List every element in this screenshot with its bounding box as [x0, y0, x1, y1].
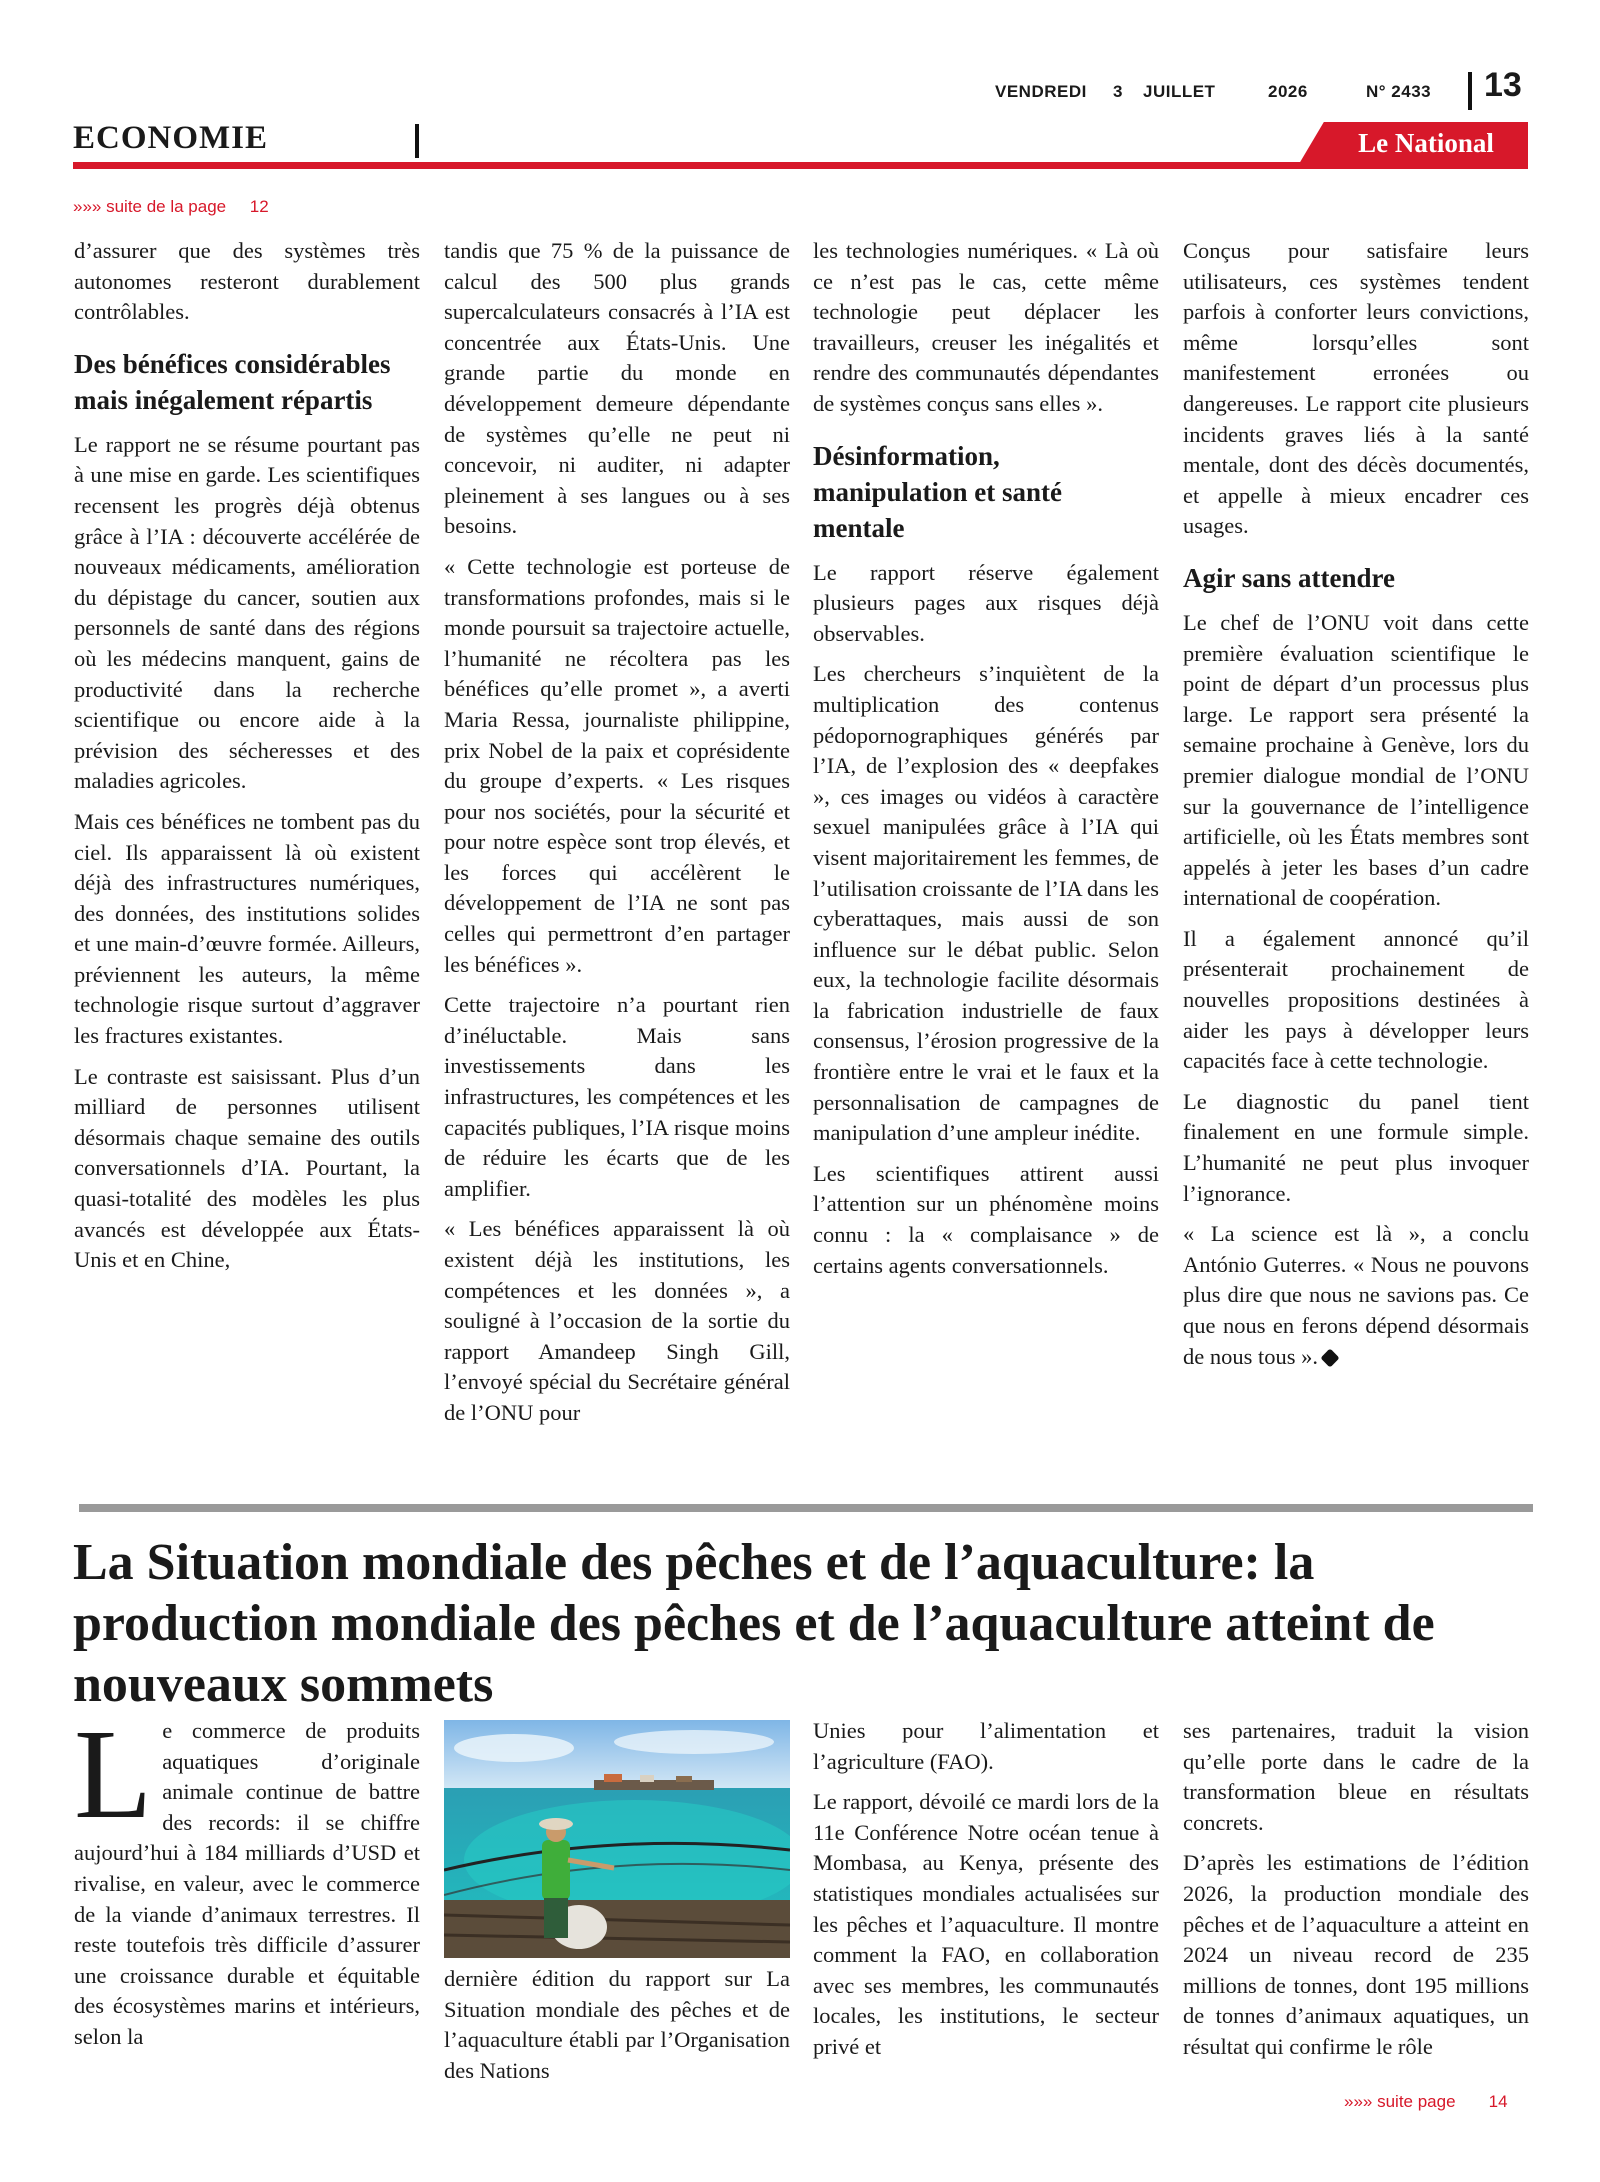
- page-number: 13: [1484, 66, 1522, 104]
- article2-column-2: [444, 1964, 790, 2096]
- paragraph-last: [1183, 1219, 1529, 1372]
- subheading: Des bénéfices considérables mais inégalement répartis: [74, 348, 391, 415]
- paragraph: Le rapport réserve également plusieurs pages aux risques déjà observables.: [813, 559, 1159, 646]
- brand-name: Le National: [1358, 128, 1494, 158]
- dropcap: L: [74, 1703, 153, 1845]
- section-bar: [415, 124, 419, 158]
- paragraph: Unies pour l’alimentation et l’agriculture (FAO).: [813, 1718, 1159, 1774]
- dateline-month: JUILLET: [1143, 82, 1216, 101]
- article2-column-1: [74, 1703, 420, 2063]
- article2-column-4: [1183, 1716, 1529, 2073]
- paragraph: d’assurer que des systèmes très autonomes resteront durablement contrôlables.: [74, 238, 420, 325]
- paragraph: Le chef de l’ONU voit dans cette première évaluation scientifique le point de départ d’un processus plus large. Le rapport sera présenté la semaine prochaine à Genève, lors du premier dialogue mondial de l’ONU sur la gouvernance de l’intelligence artificielle, où les États membres sont appelés à jeter les bases d’un cadre international de coopération.: [1183, 609, 1529, 911]
- subheading: Agir sans attendre: [1183, 562, 1396, 593]
- paragraph: Les scientifiques attirent aussi l’attention sur un phénomène moins connu : la « complaisance » de certains agents conversationnels.: [813, 1160, 1159, 1278]
- paragraph: Il a également annoncé qu’il présenterait prochainement de nouvelles propositions destinées à aider les pays à développer leurs capacités face à cette technologie.: [1183, 925, 1529, 1074]
- continued-from-label: »»» suite de la page: [73, 197, 227, 216]
- continued-from: [73, 197, 269, 217]
- paragraph: Mais ces bénéfices ne tombent pas du ciel. Ils apparaissent là où existent déjà des infrastructures numériques, des données, des institutions solides et une main-d’œuvre formée. Ailleurs, préviennent les auteurs, la même technologie risque surtout d’aggraver les fractures existantes.: [74, 808, 420, 1049]
- paragraph: Le rapport ne se résume pourtant pas à une mise en garde. Les scientifiques recensent les progrès déjà obtenus grâce à l’IA : découverte accélérée de nouveaux médicaments, amélioration du dépistage du cancer, soutien aux personnels de santé dans des régions où les médecins manquent, gains de productivité dans la recherche scientifique ou encore aide à la prévision des sécheresses et des maladies agricoles.: [74, 431, 420, 794]
- issue-number: N° 2433: [1366, 82, 1432, 101]
- paragraph: tandis que 75 % de la puissance de calcul des 500 plus grands supercalculateurs consacrés à l’IA est concentrée aux États-Unis. Une grande partie du monde en développement demeure dépendante de systèmes qu’elle ne peut ni concevoir, ni auditer, ni adapter pleinement à ses langues ou à ses besoins.: [444, 238, 790, 539]
- dateline-year: 2026: [1268, 82, 1308, 101]
- closing-text: « La science est là », a conclu António Guterres. « Nous ne pouvons plus dire que nous ne savions pas. Ce que nous en ferons dépend désormais de nous tous ».: [1183, 1221, 1529, 1369]
- dateline-date: 3: [1113, 82, 1123, 101]
- page-number-bar: [1468, 72, 1472, 110]
- paragraph: Le contraste est saisissant. Plus d’un milliard de personnes utilisent désormais chaque semaine des outils conversationnels d’IA. Pourtant, la quasi-totalité des modèles les plus avancés est développée aux États-Unis et en Chine,: [74, 1063, 420, 1273]
- paragraph: Conçus pour satisfaire leurs utilisateurs, ces systèmes tendent parfois à conforter leurs convictions, même lorsqu’elles sont manifestement erronées ou dangereuses. Le rapport cite plusieurs incidents graves liés à la santé mentale, dont des décès documentés, et appelle à mieux encadrer ces usages.: [1183, 238, 1529, 539]
- article1-column-1: [74, 236, 420, 1286]
- paragraph: dernière édition du rapport sur La Situation mondiale des pêches et de l’aquaculture établi par l’Organisation des Nations: [444, 1966, 790, 2083]
- paragraph: e commerce de produits aquatiques d’originale animale continue de battre des records: il se chiffre aujourd’hui à 184 milliards d’USD et rivalise, en valeur, avec le commerce de la viande d’animaux terrestres. Il reste toutefois très difficile d’assurer une croissance durable et équitable des écosystèmes marins et intérieurs, selon la: [74, 1718, 420, 2049]
- paragraph: « Cette technologie est porteuse de transformations profondes, mais si le monde poursuit sa trajectoire actuelle, l’humanité ne récoltera pas les bénéfices qu’elle promet », a averti Maria Ressa, journaliste philippine, prix Nobel de la paix et coprésidente du groupe d’experts. « Les risques pour nos sociétés, pour la sécurité et pour notre espèce sont trop élevés, et les forces qui accélèrent le développement de l’IA ne sont pas celles qui permettront d’en partager les bénéfices ».: [444, 553, 790, 977]
- subheading: Désinformation, manipulation et santé mentale: [813, 440, 1063, 543]
- article1-column-3: [813, 236, 1159, 1291]
- paragraph: Le diagnostic du panel tient finalement en une formule simple. L’humanité ne peut plus invoquer l’ignorance.: [1183, 1088, 1529, 1206]
- continued-to-label: »»» suite page: [1344, 2092, 1456, 2111]
- dateline-day: VENDREDI: [995, 82, 1087, 101]
- paragraph: Le rapport, dévoilé ce mardi lors de la 11e Conférence Notre océan tenue à Mombasa, au Kenya, présente des statistiques mondiales actualisées sur les pêches et l’aquaculture. Il montre comment la FAO, en collaboration avec ses membres, les communautés locales, les institutions, le secteur privé et: [813, 1789, 1159, 2059]
- aquaculture-photo: [444, 1720, 790, 1958]
- article2-headline: La Situation mondiale des pêches et de l’aquaculture: la production mondiale des pêches et de l’aquaculture atteint de nouveaux sommets: [73, 1534, 1435, 1713]
- article-divider: [79, 1504, 1533, 1512]
- section-title: ECONOMIE: [73, 120, 269, 156]
- paragraph: Cette trajectoire n’a pourtant rien d’inéluctable. Mais sans investissements dans les infrastructures, les compétences et les capacités publiques, l’IA risque moins de réduire les écarts que de les amplifier.: [444, 992, 790, 1201]
- paragraph: D’après les estimations de l’édition 2026, la production mondiale des pêches et de l’aquaculture a atteint en 2024 un niveau record de 235 millions de tonnes, dont 195 millions de tonnes d’animaux aquatiques, un résultat qui confirme le rôle: [1183, 1850, 1529, 2059]
- end-mark-icon: [1320, 1348, 1339, 1367]
- continued-from-page: 12: [249, 197, 269, 216]
- paragraph: ses partenaires, traduit la vision qu’elle porte dans le cadre de la transformation bleue en résultats concrets.: [1183, 1718, 1529, 1835]
- paragraph: Les chercheurs s’inquiètent de la multiplication des contenus pédopornographiques générés par l’IA, de l’explosion des « deepfakes », ces images ou vidéos à caractère sexuel manipulées grâce à l’IA qui visent majoritairement les femmes, de l’utilisation croissante de l’IA dans les cyberattaques, mais aussi de son influence sur le débat public. Selon eux, la technologie facilite désormais la fabrication industrielle de faux consensus, l’érosion progressive de la frontière entre le vrai et le faux et la personnalisation de campagnes de manipulation d’une ampleur inédite.: [813, 661, 1159, 1146]
- article2-column-3: [813, 1716, 1159, 2073]
- continued-to-page: 14: [1488, 2092, 1508, 2111]
- continued-to: [1344, 2092, 1508, 2112]
- paragraph: « Les bénéfices apparaissent là où existent déjà les institutions, les compétences et les données », a souligné à l’occasion de la sortie du rapport Amandeep Singh Gill, l’envoyé spécial du Secrétaire général de l’ONU pour: [444, 1216, 790, 1425]
- dateline: [995, 82, 1455, 102]
- article1-column-2: [444, 236, 790, 1439]
- article1-column-4: [1183, 236, 1529, 1382]
- paragraph: les technologies numériques. « Là où ce n’est pas le cas, cette même technologie peut déplacer les travailleurs, creuser les inégalités et rendre des communautés dépendantes de systèmes conçus sans elles ».: [813, 238, 1159, 416]
